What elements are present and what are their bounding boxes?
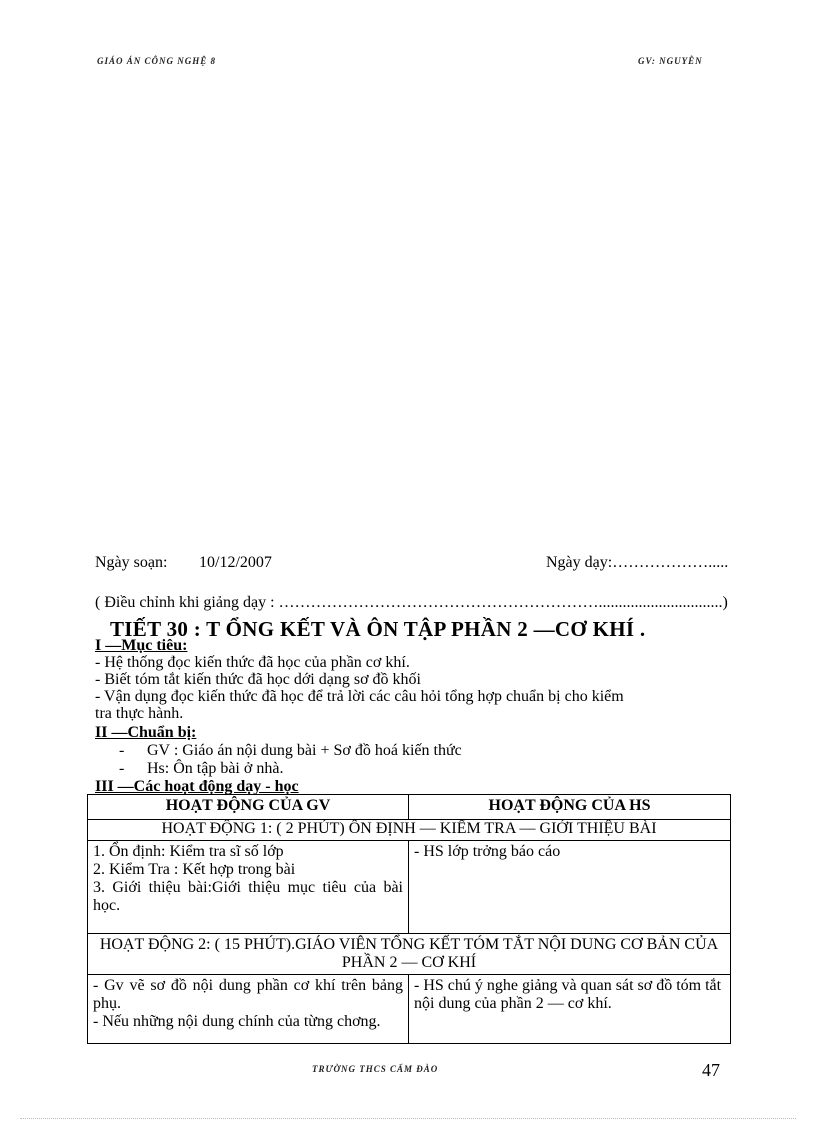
activity-1-hs-cell: - HS lớp trởng báo cáo bbox=[409, 841, 731, 934]
activity-1-gv-line: 2. Kiểm Tra : Kết hợp trong bài bbox=[93, 861, 296, 878]
teaching-date: Ngày dạy:………………..... bbox=[546, 554, 729, 571]
running-header-right: GV: NGUYỄN bbox=[638, 56, 703, 66]
objective-line: - Biết tóm tắt kiến thức đã học dới dạng sơ đồ khối bbox=[95, 671, 421, 688]
prepared-date-value: 10/12/2007 bbox=[199, 554, 272, 571]
adjustment-note: ( Điều chỉnh khi giảng dạy : ……………………………………………………...............................) bbox=[95, 594, 728, 611]
section-activities-heading: III —Các hoạt động dạy - học bbox=[95, 778, 299, 795]
column-header-gv: HOẠT ĐỘNG CỦA GV bbox=[88, 795, 409, 820]
preparation-item-text: Hs: Ôn tập bài ở nhà. bbox=[147, 760, 284, 777]
preparation-item: - Hs: Ôn tập bài ở nhà. bbox=[119, 760, 284, 777]
activity-2-title: HOẠT ĐỘNG 2: ( 15 PHÚT).GIÁO VIÊN TỔNG KẾT TÓM TẮT NỘI DUNG CƠ BẢN CỦA PHẦN 2 — CƠ KHÍ bbox=[88, 934, 731, 975]
lesson-title: TIẾT 30 : T ỔNG KẾT VÀ ÔN TẬP PHẦN 2 —CƠ KHÍ . bbox=[110, 617, 646, 641]
activity-1-gv-line: 1. Ổn định: Kiểm tra sĩ số lớp bbox=[93, 843, 284, 860]
objective-line: - Hệ thống đọc kiến thức đã học của phần cơ khí. bbox=[95, 654, 410, 671]
column-header-hs: HOẠT ĐỘNG CỦA HS bbox=[409, 795, 731, 820]
activity-1-title: HOẠT ĐỘNG 1: ( 2 PHÚT) ỔN ĐỊNH — KIỂM TRA — GIỚI THIỆU BÀI bbox=[88, 820, 731, 841]
activities-table bbox=[87, 794, 731, 1044]
page-number: 47 bbox=[702, 1060, 720, 1080]
footer-school: TRƯỜNG THCS CẨM ĐÀO bbox=[312, 1064, 439, 1074]
activity-2-gv-line: - Gv vẽ sơ đồ nội dung phần cơ khí trên bảng phụ. bbox=[93, 977, 403, 1012]
running-header-left: GIÁO ÁN CÔNG NGHỆ 8 bbox=[97, 56, 217, 66]
section-preparation-heading: II —Chuẩn bị: bbox=[95, 724, 197, 741]
prepared-date-label: Ngày soạn: bbox=[95, 554, 168, 571]
objective-line: tra thực hành. bbox=[95, 705, 184, 722]
objective-line: - Vận dụng đọc kiến thức đã học để trả lời các câu hỏi tổng hợp chuẩn bị cho kiểm bbox=[95, 688, 624, 705]
preparation-item-text: GV : Giáo án nội dung bài + Sơ đồ hoá kiến thức bbox=[147, 742, 462, 759]
section-objectives-heading: I —Mục tiêu: bbox=[95, 637, 188, 654]
page-bottom-divider bbox=[20, 1118, 796, 1119]
preparation-item: - GV : Giáo án nội dung bài + Sơ đồ hoá kiến thức bbox=[119, 742, 462, 759]
activity-1-gv-line: 3. Giới thiệu bài:Giới thiệu mục tiêu của bài học. bbox=[93, 879, 403, 914]
activity-2-gv-line: - Nếu những nội dung chính của từng chơng. bbox=[93, 1013, 381, 1030]
activity-1-gv-cell bbox=[88, 841, 409, 934]
activity-2-hs-cell: - HS chú ý nghe giảng và quan sát sơ đồ tóm tắt nội dung của phần 2 — cơ khí. bbox=[409, 975, 731, 1044]
activity-2-gv-cell bbox=[88, 975, 409, 1044]
